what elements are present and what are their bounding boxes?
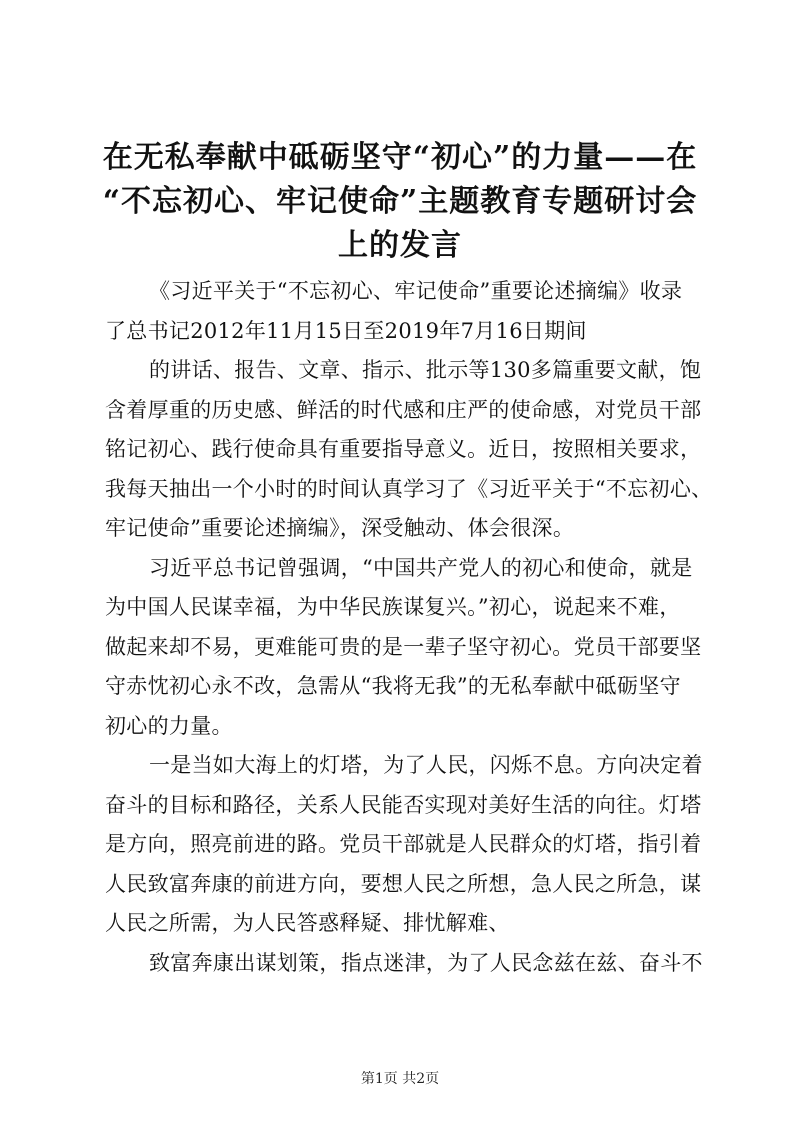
body-line: 人民致富奔康的前进方向，要想人民之所想，急人民之所急，谋 <box>105 871 702 896</box>
document-body <box>105 272 713 983</box>
body-line: 含着厚重的历史感、鲜活的时代感和庄严的使命感，对党员干部 <box>105 397 702 422</box>
body-line: 为中国人民谋幸福，为中华民族谋复兴。”初心，说起来不难， <box>105 595 681 619</box>
body-line: 《习近平关于“不忘初心、牢记使命”重要论述摘编》收录 <box>149 279 683 303</box>
body-line: 守赤忱初心永不改，急需从“我将无我”的无私奉献中砥砺坚守 <box>105 674 681 698</box>
body-line: 一是当如大海上的灯塔，为了人民，闪烁不息。方向决定着 <box>149 753 703 777</box>
body-line: 的讲话、报告、文章、指示、批示等130多篇重要文献，饱 <box>149 358 702 382</box>
page-footer: 第1页 共2页 <box>360 1071 440 1087</box>
title-line: “不忘初心、牢记使命”主题教育专题研讨会 <box>102 184 698 219</box>
body-line: 做起来却不易，更难能可贵的是一辈子坚守初心。党员干部要坚 <box>105 634 702 659</box>
title-line: 上的发言 <box>338 228 462 263</box>
body-line: 我每天抽出一个小时的时间认真学习了《习近平关于“不忘初心、 <box>105 476 713 501</box>
body-line: 牢记使命”重要论述摘编》，深受触动、体会很深。 <box>105 516 575 540</box>
body-line: 致富奔康出谋划策，指点迷津，为了人民念兹在兹、奋斗不 <box>149 950 703 975</box>
body-line: 奋斗的目标和路径，关系人民能否实现对美好生活的向往。灯塔 <box>105 792 702 817</box>
body-line: 人民之所需，为人民答惑释疑、排忧解难、 <box>105 911 510 935</box>
body-line: 初心的力量。 <box>105 713 233 738</box>
body-line: 是方向，照亮前进的路。党员干部就是人民群众的灯塔，指引着 <box>105 832 702 856</box>
title-line: 在无私奉献中砥砺坚守“初心”的力量——在 <box>102 140 698 175</box>
body-line: 铭记初心、践行使命具有重要指导意义。近日，按照相关要求， <box>105 437 702 461</box>
body-line: 了总书记2012年11月15日至2019年7月16日期间 <box>105 318 587 343</box>
document-title <box>100 136 700 268</box>
body-line: 习近平总书记曾强调，“中国共产党人的初心和使命，就是 <box>149 555 693 580</box>
